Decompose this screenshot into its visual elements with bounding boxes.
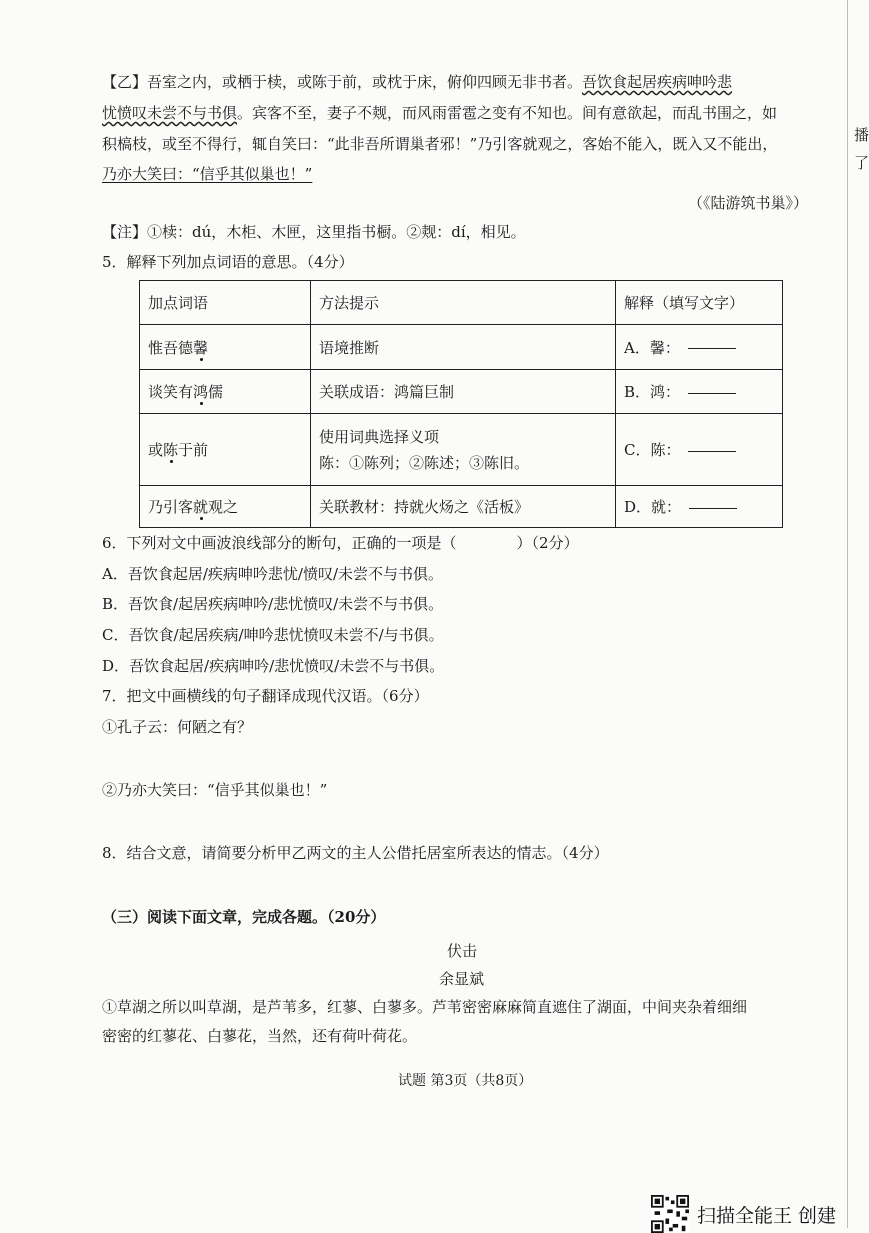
table-row bbox=[140, 486, 783, 528]
annotation-note: 【注】①椟：dú，木柜、木匣，这里指书橱。②觌：dí，相见。 bbox=[102, 223, 526, 241]
passage-line-2 bbox=[102, 103, 777, 123]
hint-cell bbox=[311, 414, 616, 486]
page-footer: 试题 第3页（共8页） bbox=[398, 1073, 533, 1089]
question-6-stem: 6．下列对文中画波浪线部分的断句，正确的一项是（ ）（2分） bbox=[102, 534, 579, 552]
option-c[interactable]: C．吾饮食/起居疾病/呻吟悲忧愤叹未尝不/与书俱。 bbox=[102, 626, 444, 644]
answer-cell: D．就： bbox=[616, 486, 783, 528]
hint-cell: 语境推断 bbox=[311, 325, 616, 370]
passage-text: 。宾客不至，妻子不觌，而风雨雷雹之变有不知也。间有意欲起，而乱书围之，如 bbox=[237, 104, 778, 122]
dotted-char: 就 bbox=[193, 498, 209, 516]
margin-char: 了 bbox=[854, 154, 869, 172]
word-cell: 乃引客就观之 bbox=[140, 486, 311, 528]
hint-cell: 关联教材：持就火炀之《活板》 bbox=[311, 486, 616, 528]
answer-cell: C．陈： bbox=[616, 414, 783, 486]
word-cell: 或陈于前 bbox=[140, 414, 311, 486]
passage-line-4-underlined: 乃亦大笑曰：“信乎其似巢也！” bbox=[102, 165, 313, 183]
question-5-stem: 5．解释下列加点词语的意思。（4分） bbox=[102, 253, 354, 271]
page-edge-divider bbox=[847, 0, 848, 1228]
section-3-heading: （三）阅读下面文章，完成各题。（20分） bbox=[102, 908, 386, 926]
table-header-cell: 方法提示 bbox=[311, 281, 616, 325]
answer-blank[interactable] bbox=[688, 393, 736, 394]
option-d[interactable]: D．吾饮食起居/疾病呻吟/悲忧愤叹/未尝不与书俱。 bbox=[102, 657, 445, 675]
answer-blank[interactable] bbox=[688, 451, 736, 452]
article-paragraph-line: 密密的红蓼花、白蓼花，当然，还有荷叶荷花。 bbox=[102, 1027, 418, 1045]
article-paragraph-line: ①草湖之所以叫草湖，是芦苇多，红蓼、白蓼多。芦苇密密麻麻简直遮住了湖面，中间夹杂着细细 bbox=[102, 998, 748, 1016]
passage-text: 【乙】吾室之内，或栖于椟，或陈于前，或枕于床，俯仰四顾无非书者。 bbox=[102, 73, 583, 91]
vocab-table bbox=[139, 280, 783, 528]
passage-line-3: 积槁枝，或至不得行，辄自笑曰：“此非吾所谓巢者邪！”乃引客就观之，客始不能入，既入又不能出， bbox=[102, 135, 778, 153]
dotted-char: 馨 bbox=[193, 338, 209, 357]
question-8-stem: 8．结合文意，请简要分析甲乙两文的主人公借托居室所表达的情志。（4分） bbox=[102, 844, 609, 862]
table-row bbox=[140, 370, 783, 414]
passage-line-1 bbox=[102, 72, 732, 92]
passage-source: （《陆游筑书巢》） bbox=[688, 194, 809, 212]
article-author: 余显斌 bbox=[439, 970, 485, 988]
table-header-cell: 解释（填写文字） bbox=[616, 281, 783, 325]
table-row bbox=[140, 325, 783, 370]
answer-blank[interactable] bbox=[688, 348, 736, 349]
table-header-cell: 加点词语 bbox=[140, 281, 311, 325]
hint-line: 陈：①陈列；②陈述；③陈旧。 bbox=[319, 453, 530, 472]
qr-code-icon bbox=[651, 1195, 689, 1233]
table-row bbox=[140, 414, 783, 486]
answer-cell: B．鸿： bbox=[616, 370, 783, 414]
wavy-underlined-text: 吾饮食起居疾病呻吟悲 bbox=[582, 73, 733, 91]
dotted-char: 鸿 bbox=[193, 383, 209, 401]
margin-char: 播 bbox=[854, 126, 869, 144]
answer-blank[interactable] bbox=[689, 508, 737, 509]
answer-cell: A．馨： bbox=[616, 325, 783, 370]
watermark-text: 扫描全能王 创建 bbox=[697, 1204, 837, 1227]
question-7-stem: 7．把文中画横线的句子翻译成现代汉语。（6分） bbox=[102, 687, 429, 705]
hint-line: 使用词典选择义项 bbox=[319, 427, 440, 446]
word-cell: 谈笑有鸿儒 bbox=[140, 370, 311, 414]
word-cell: 惟吾德馨 bbox=[140, 325, 311, 370]
question-7-sentence-1: ①孔子云：何陋之有？ bbox=[102, 718, 253, 736]
hint-cell: 关联成语：鸿篇巨制 bbox=[311, 370, 616, 414]
dotted-char: 陈 bbox=[163, 441, 179, 459]
scanner-watermark bbox=[651, 1195, 836, 1233]
article-title: 伏击 bbox=[447, 942, 478, 960]
wavy-underlined-text: 忧愤叹未尝不与书俱 bbox=[102, 104, 238, 122]
table-header-row bbox=[140, 281, 783, 325]
option-b[interactable]: B．吾饮食/起居疾病呻吟/悲忧愤叹/未尝不与书俱。 bbox=[102, 595, 444, 613]
question-7-sentence-2: ②乃亦大笑曰：“信乎其似巢也！” bbox=[102, 781, 328, 799]
option-a[interactable]: A．吾饮食起居/疾病呻吟悲忧/愤叹/未尝不与书俱。 bbox=[102, 565, 443, 583]
